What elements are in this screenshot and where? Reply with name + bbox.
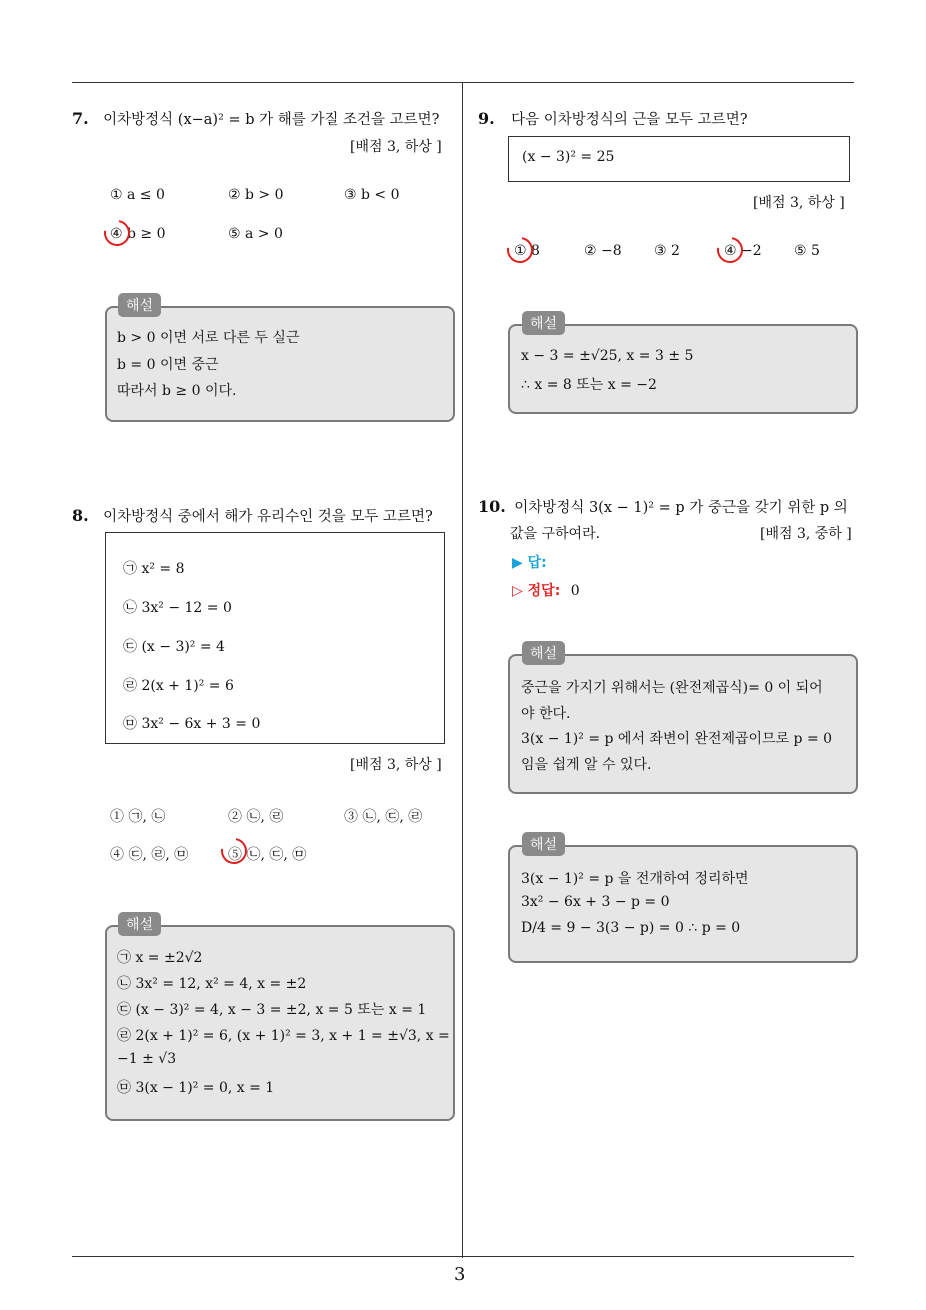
solution-line: ㉠ x = ±2√2 [117, 950, 203, 966]
solution-line: 중근을 가지기 위해서는 (완전제곱식)= 0 이 되어 [521, 680, 823, 696]
question-number: 8. [72, 506, 89, 525]
solution-line: 임을 쉽게 알 수 있다. [521, 757, 652, 773]
choice-4[interactable]: ④ b ≥ 0 [110, 226, 166, 242]
choice-5[interactable]: ⑤ 5 [794, 243, 820, 259]
solution-line: D/4 = 9 − 3(3 − p) = 0 ∴ p = 0 [521, 920, 741, 936]
question-10 [478, 496, 848, 517]
page-number: 3 [454, 1264, 466, 1285]
condition-item: ㉡ 3x² − 12 = 0 [123, 600, 232, 616]
solution-line: 3(x − 1)² = p 을 전개하여 정리하면 [521, 871, 749, 887]
solution-line: ㉤ 3(x − 1)² = 0, x = 1 [117, 1080, 275, 1096]
score-tag: [배점 3, 하상 ] [350, 139, 442, 155]
top-rule [72, 82, 854, 83]
solution-line: x − 3 = ±√25, x = 3 ± 5 [521, 348, 694, 364]
answer-mark-icon [502, 232, 538, 268]
question-7 [72, 108, 439, 129]
solution-line: ㉡ 3x² = 12, x² = 4, x = ±2 [117, 976, 307, 992]
choice-1[interactable]: ① ㉠, ㉡ [110, 809, 166, 825]
score-tag: [배점 3, 하상 ] [753, 195, 845, 211]
choice-3[interactable]: ③ 2 [654, 243, 680, 259]
solution-line: 3(x − 1)² = p 에서 좌변이 완전제곱이므로 p = 0 [521, 731, 833, 747]
solution-label: 해설 [522, 641, 565, 665]
solution-line: ∴ x = 8 또는 x = −2 [521, 377, 657, 393]
choice-3[interactable]: ③ ㉡, ㉢, ㉣ [344, 809, 423, 825]
solution-label: 해설 [522, 832, 565, 856]
answer-mark-icon [99, 215, 135, 251]
solution-label: 해설 [118, 293, 161, 317]
question-number: 9. [478, 109, 495, 128]
choice-4[interactable]: ④ ㉢, ㉣, ㉤ [110, 847, 189, 863]
solution-label: 해설 [522, 311, 565, 335]
answer-field[interactable]: ▶ 답: [512, 555, 547, 571]
choice-5[interactable]: ⑤ a > 0 [228, 226, 283, 242]
choice-1[interactable]: ① 8 [514, 243, 540, 259]
question-text: 이차방정식 중에서 해가 유리수인 것을 모두 고르면? [103, 509, 433, 525]
solution-line: 따라서 b ≥ 0 이다. [117, 383, 237, 399]
bottom-rule [72, 1256, 854, 1257]
solution-line: b > 0 이면 서로 다른 두 실근 [117, 330, 300, 346]
choice-1[interactable]: ① a ≤ 0 [110, 187, 165, 203]
solution-label: 해설 [118, 912, 161, 936]
choice-5[interactable]: ⑤ ㉡, ㉢, ㉤ [228, 847, 307, 863]
solution-line: 3x² − 6x + 3 − p = 0 [521, 894, 670, 910]
question-number: 10. [478, 497, 506, 516]
condition-item: ㉤ 3x² − 6x + 3 = 0 [123, 716, 261, 732]
solution-line: ㉢ (x − 3)² = 4, x − 3 = ±2, x = 5 또는 x = 1 [117, 1002, 427, 1018]
choice-3[interactable]: ③ b < 0 [344, 187, 400, 203]
correct-answer-label: ▷ 정답: [512, 583, 561, 599]
equation: (x − 3)² = 25 [522, 149, 615, 165]
condition-item: ㉠ x² = 8 [123, 561, 185, 577]
question-text: 이차방정식 (x−a)² = b 가 해를 가질 조건을 고르면? [103, 112, 440, 128]
choice-2[interactable]: ② −8 [584, 243, 622, 259]
condition-item: ㉣ 2(x + 1)² = 6 [123, 678, 234, 694]
answer-mark-icon [712, 232, 748, 268]
question-text: 다음 이차방정식의 근을 모두 고르면? [511, 112, 748, 128]
solution-line: −1 ± √3 [117, 1051, 177, 1067]
solution-line: 야 한다. [521, 706, 571, 722]
solution-line: b = 0 이면 중근 [117, 357, 219, 373]
question-9 [478, 108, 747, 129]
choice-2[interactable]: ② b > 0 [228, 187, 284, 203]
solution-box [508, 324, 858, 414]
question-text-cont: 값을 구하여라. [510, 526, 601, 542]
score-tag: [배점 3, 하상 ] [350, 757, 442, 773]
question-text: 이차방정식 3(x − 1)² = p 가 중근을 갖기 위한 p 의 [514, 500, 848, 516]
question-8 [72, 505, 433, 526]
choice-4[interactable]: ④ −2 [724, 243, 762, 259]
column-divider [462, 82, 463, 1258]
condition-item: ㉢ (x − 3)² = 4 [123, 639, 225, 655]
choice-2[interactable]: ② ㉡, ㉣ [228, 809, 284, 825]
solution-line: ㉣ 2(x + 1)² = 6, (x + 1)² = 3, x + 1 = ±√3, x = [117, 1028, 450, 1044]
question-number: 7. [72, 109, 89, 128]
correct-answer-value: 0 [570, 583, 580, 599]
correct-answer [512, 580, 580, 600]
score-tag: [배점 3, 중하 ] [760, 526, 852, 542]
